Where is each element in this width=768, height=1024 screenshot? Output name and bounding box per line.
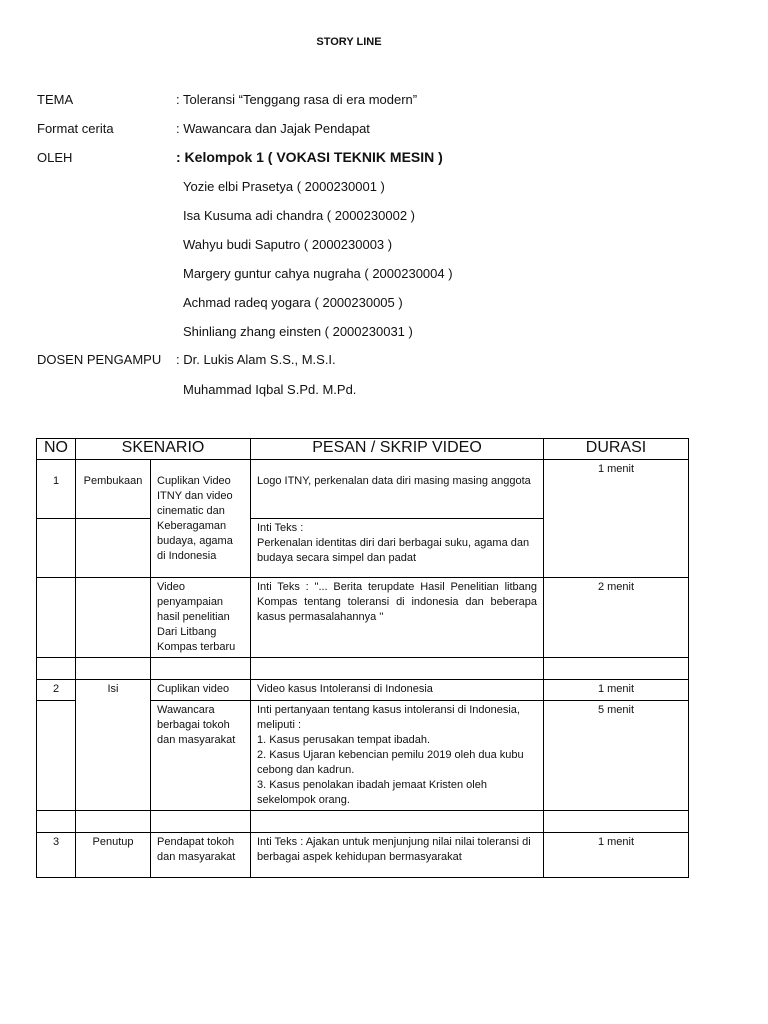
member-6: Shinliang zhang einsten ( 2000230031 ) [183,324,413,339]
row-no: 3 [37,833,76,878]
pesan-item: 3. Kasus penolakan ibadah jemaat Kristen oleh sekelompok orang. [257,779,487,806]
member-3: Wahyu budi Saputro ( 2000230003 ) [183,237,393,252]
row-skenario-empty [76,578,151,658]
pesan-intro: Inti pertanyaan tentang kasus intoleransi di Indonesia, meliputi : [257,704,520,731]
pesan-item: 1. Kasus perusakan tempat ibadah. [257,734,431,746]
pesan-title: Inti Teks : [257,522,304,534]
header-durasi: DURASI [544,439,689,460]
row-no-empty [37,519,76,578]
member-2: Isa Kusuma adi chandra ( 2000230002 ) [183,208,415,223]
row-durasi: 5 menit [544,701,689,811]
row-pesan: Inti Teks : "... Berita terupdate Hasil Penelitian litbang Kompas tentang toleransi di indonesia dan beberapa kasus permasalahannya '' [251,578,544,658]
table-row [37,460,689,519]
oleh-label: OLEH [37,150,73,165]
page-title: STORY LINE [316,36,382,48]
row-durasi: 1 menit [544,460,689,578]
table-row [37,833,689,878]
dosen-label: DOSEN PENGAMPU [37,352,162,367]
member-4: Margery guntur cahya nugraha ( 2000230004 ) [183,266,453,281]
row-skenario: Isi [76,680,151,811]
row-skenario: Pembukaan [76,460,151,519]
row-pesan: Logo ITNY, perkenalan data diri masing masing anggota [251,460,544,519]
oleh-value: : Kelompok 1 ( VOKASI TEKNIK MESIN ) [176,149,443,165]
table-row [37,578,689,658]
row-scene: Video penyampaian hasil penelitian Dari Litbang Kompas terbaru [151,578,251,658]
row-pesan: Inti Teks : Ajakan untuk menjunjung nilai nilai toleransi di berbagai aspek kehidupan bermasyarakat [251,833,544,878]
header-pesan: PESAN / SKRIP VIDEO [251,439,544,460]
row-pesan: Video kasus Intoleransi di Indonesia [251,680,544,701]
row-no: 1 [37,460,76,519]
row-pesan [251,519,544,578]
table-row-blank [37,658,689,680]
row-scene: Cuplikan Video ITNY dan video cinematic dan Keberagaman budaya, agama di Indonesia [151,460,251,578]
table-row-blank [37,811,689,833]
row-scene: Cuplikan video [151,680,251,701]
row-no-empty [37,578,76,658]
storyline-table [36,438,689,878]
table-row [37,680,689,701]
row-durasi: 1 menit [544,833,689,878]
tema-value: : Toleransi “Tenggang rasa di era modern” [176,92,418,107]
format-label: Format cerita [37,121,114,136]
pesan-body: Perkenalan identitas diri dari berbagai suku, agama dan budaya secara simpel dan padat [257,537,530,564]
header-no: NO [37,439,76,460]
row-durasi: 2 menit [544,578,689,658]
member-1: Yozie elbi Prasetya ( 2000230001 ) [183,179,385,194]
row-pesan [251,701,544,811]
row-scene: Pendapat tokoh dan masyarakat [151,833,251,878]
row-skenario: Penutup [76,833,151,878]
row-no: 2 [37,680,76,701]
row-scene: Wawancara berbagai tokoh dan masyarakat [151,701,251,811]
row-durasi: 1 menit [544,680,689,701]
row-skenario-empty [76,519,151,578]
tema-label: TEMA [37,92,74,107]
dosen-value-2: Muhammad Iqbal S.Pd. M.Pd. [183,382,357,397]
member-5: Achmad radeq yogara ( 2000230005 ) [183,295,403,310]
dosen-value: : Dr. Lukis Alam S.S., M.S.I. [176,352,336,367]
pesan-item: 2. Kasus Ujaran kebencian pemilu 2019 oleh dua kubu cebong dan kadrun. [257,749,524,776]
header-skenario: SKENARIO [76,439,251,460]
table-header-row [37,439,689,460]
row-no-empty [37,701,76,811]
format-value: : Wawancara dan Jajak Pendapat [176,121,370,136]
